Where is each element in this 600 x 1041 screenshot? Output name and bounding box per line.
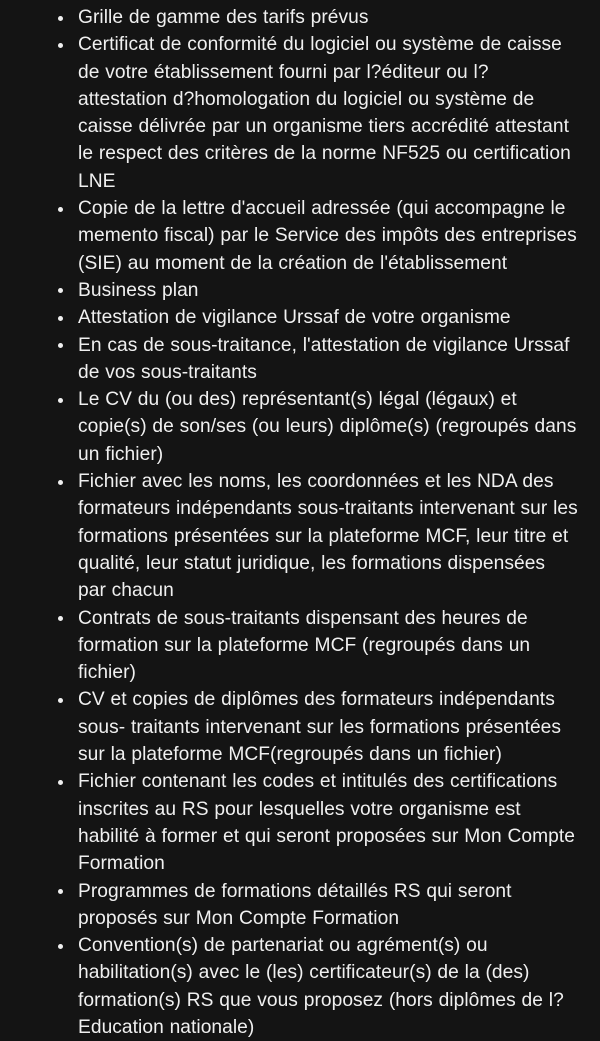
- bullet-dot-icon: [58, 698, 63, 703]
- list-item-text: Grille de gamme des tarifs prévus: [78, 7, 369, 28]
- bullet-dot-icon: [58, 780, 63, 785]
- list-item: [0, 304, 578, 331]
- bullet-dot-icon: [58, 480, 63, 485]
- list-item-text: En cas de sous-traitance, l'attestation de vigilance Urssaf de vos sous-traitants: [78, 334, 570, 383]
- list-item: [0, 332, 578, 387]
- required-documents-list: [0, 4, 578, 1041]
- list-item: [0, 4, 578, 31]
- bullet-dot-icon: [58, 43, 63, 48]
- list-item: [0, 686, 578, 768]
- list-item-text: Fichier contenant les codes et intitulés des certifications inscrites au RS pour lesquelles votre organisme est habilité à former et qui seront proposées sur Mon Compte Formation: [78, 771, 575, 875]
- list-item: [0, 605, 578, 687]
- bullet-dot-icon: [58, 316, 63, 321]
- list-item-text: CV et copies de diplômes des formateurs indépendants sous- traitants intervenant sur les formations présentées sur la plateforme MCF(regroupés dans un fichier): [78, 689, 562, 766]
- bullet-dot-icon: [58, 398, 63, 403]
- bullet-dot-icon: [58, 889, 63, 894]
- list-item-text: Certificat de conformité du logiciel ou système de caisse de votre établissement fourni par l?éditeur ou l? attestation d?homologation du logiciel ou système de caisse délivrée par un organisme tiers accrédité attestant le respect des critères de la norme NF525 ou certification LNE: [78, 34, 571, 192]
- list-item: [0, 468, 578, 604]
- bullet-dot-icon: [58, 288, 63, 293]
- bullet-dot-icon: [58, 343, 63, 348]
- list-item: [0, 878, 578, 933]
- list-item-text: Copie de la lettre d'accueil adressée (qui accompagne le memento fiscal) par le Service des impôts des entreprises (SIE) au moment de la création de l'établissement: [78, 198, 577, 274]
- list-item: [0, 386, 578, 468]
- list-item-text: Le CV du (ou des) représentant(s) légal (légaux) et copie(s) de son/ses (ou leurs) diplôme(s) (regroupés dans un fichier): [78, 389, 577, 465]
- list-item-text: Programmes de formations détaillés RS qui seront proposés sur Mon Compte Formation: [78, 880, 512, 929]
- list-item-text: Fichier avec les noms, les coordonnées et les NDA des formateurs indépendants sous-traitants intervenant sur les formations présentées sur la plateforme MCF, leur titre et qualité, leur statut juridique, les formations dispensées par chacun: [78, 471, 578, 602]
- list-item-text: Convention(s) de partenariat ou agrément(s) ou habilitation(s) avec le (les) certificateur(s) de la (des) formation(s) RS que vous proposez (hors diplômes de l? Education nationale): [78, 935, 564, 1038]
- bullet-dot-icon: [58, 944, 63, 949]
- bullet-dot-icon: [58, 207, 63, 212]
- bullet-dot-icon: [58, 16, 63, 21]
- list-item: [0, 768, 578, 877]
- list-item-text: Business plan: [78, 279, 199, 301]
- list-item: [0, 195, 578, 277]
- list-item-text: Contrats de sous-traitants dispensant des heures de formation sur la plateforme MCF (regroupés dans un fichier): [78, 607, 531, 684]
- list-item: [0, 932, 578, 1041]
- list-item: [0, 277, 578, 304]
- list-item: [0, 31, 578, 195]
- bullet-dot-icon: [58, 616, 63, 621]
- list-item-text: Attestation de vigilance Urssaf de votre organisme: [78, 307, 511, 329]
